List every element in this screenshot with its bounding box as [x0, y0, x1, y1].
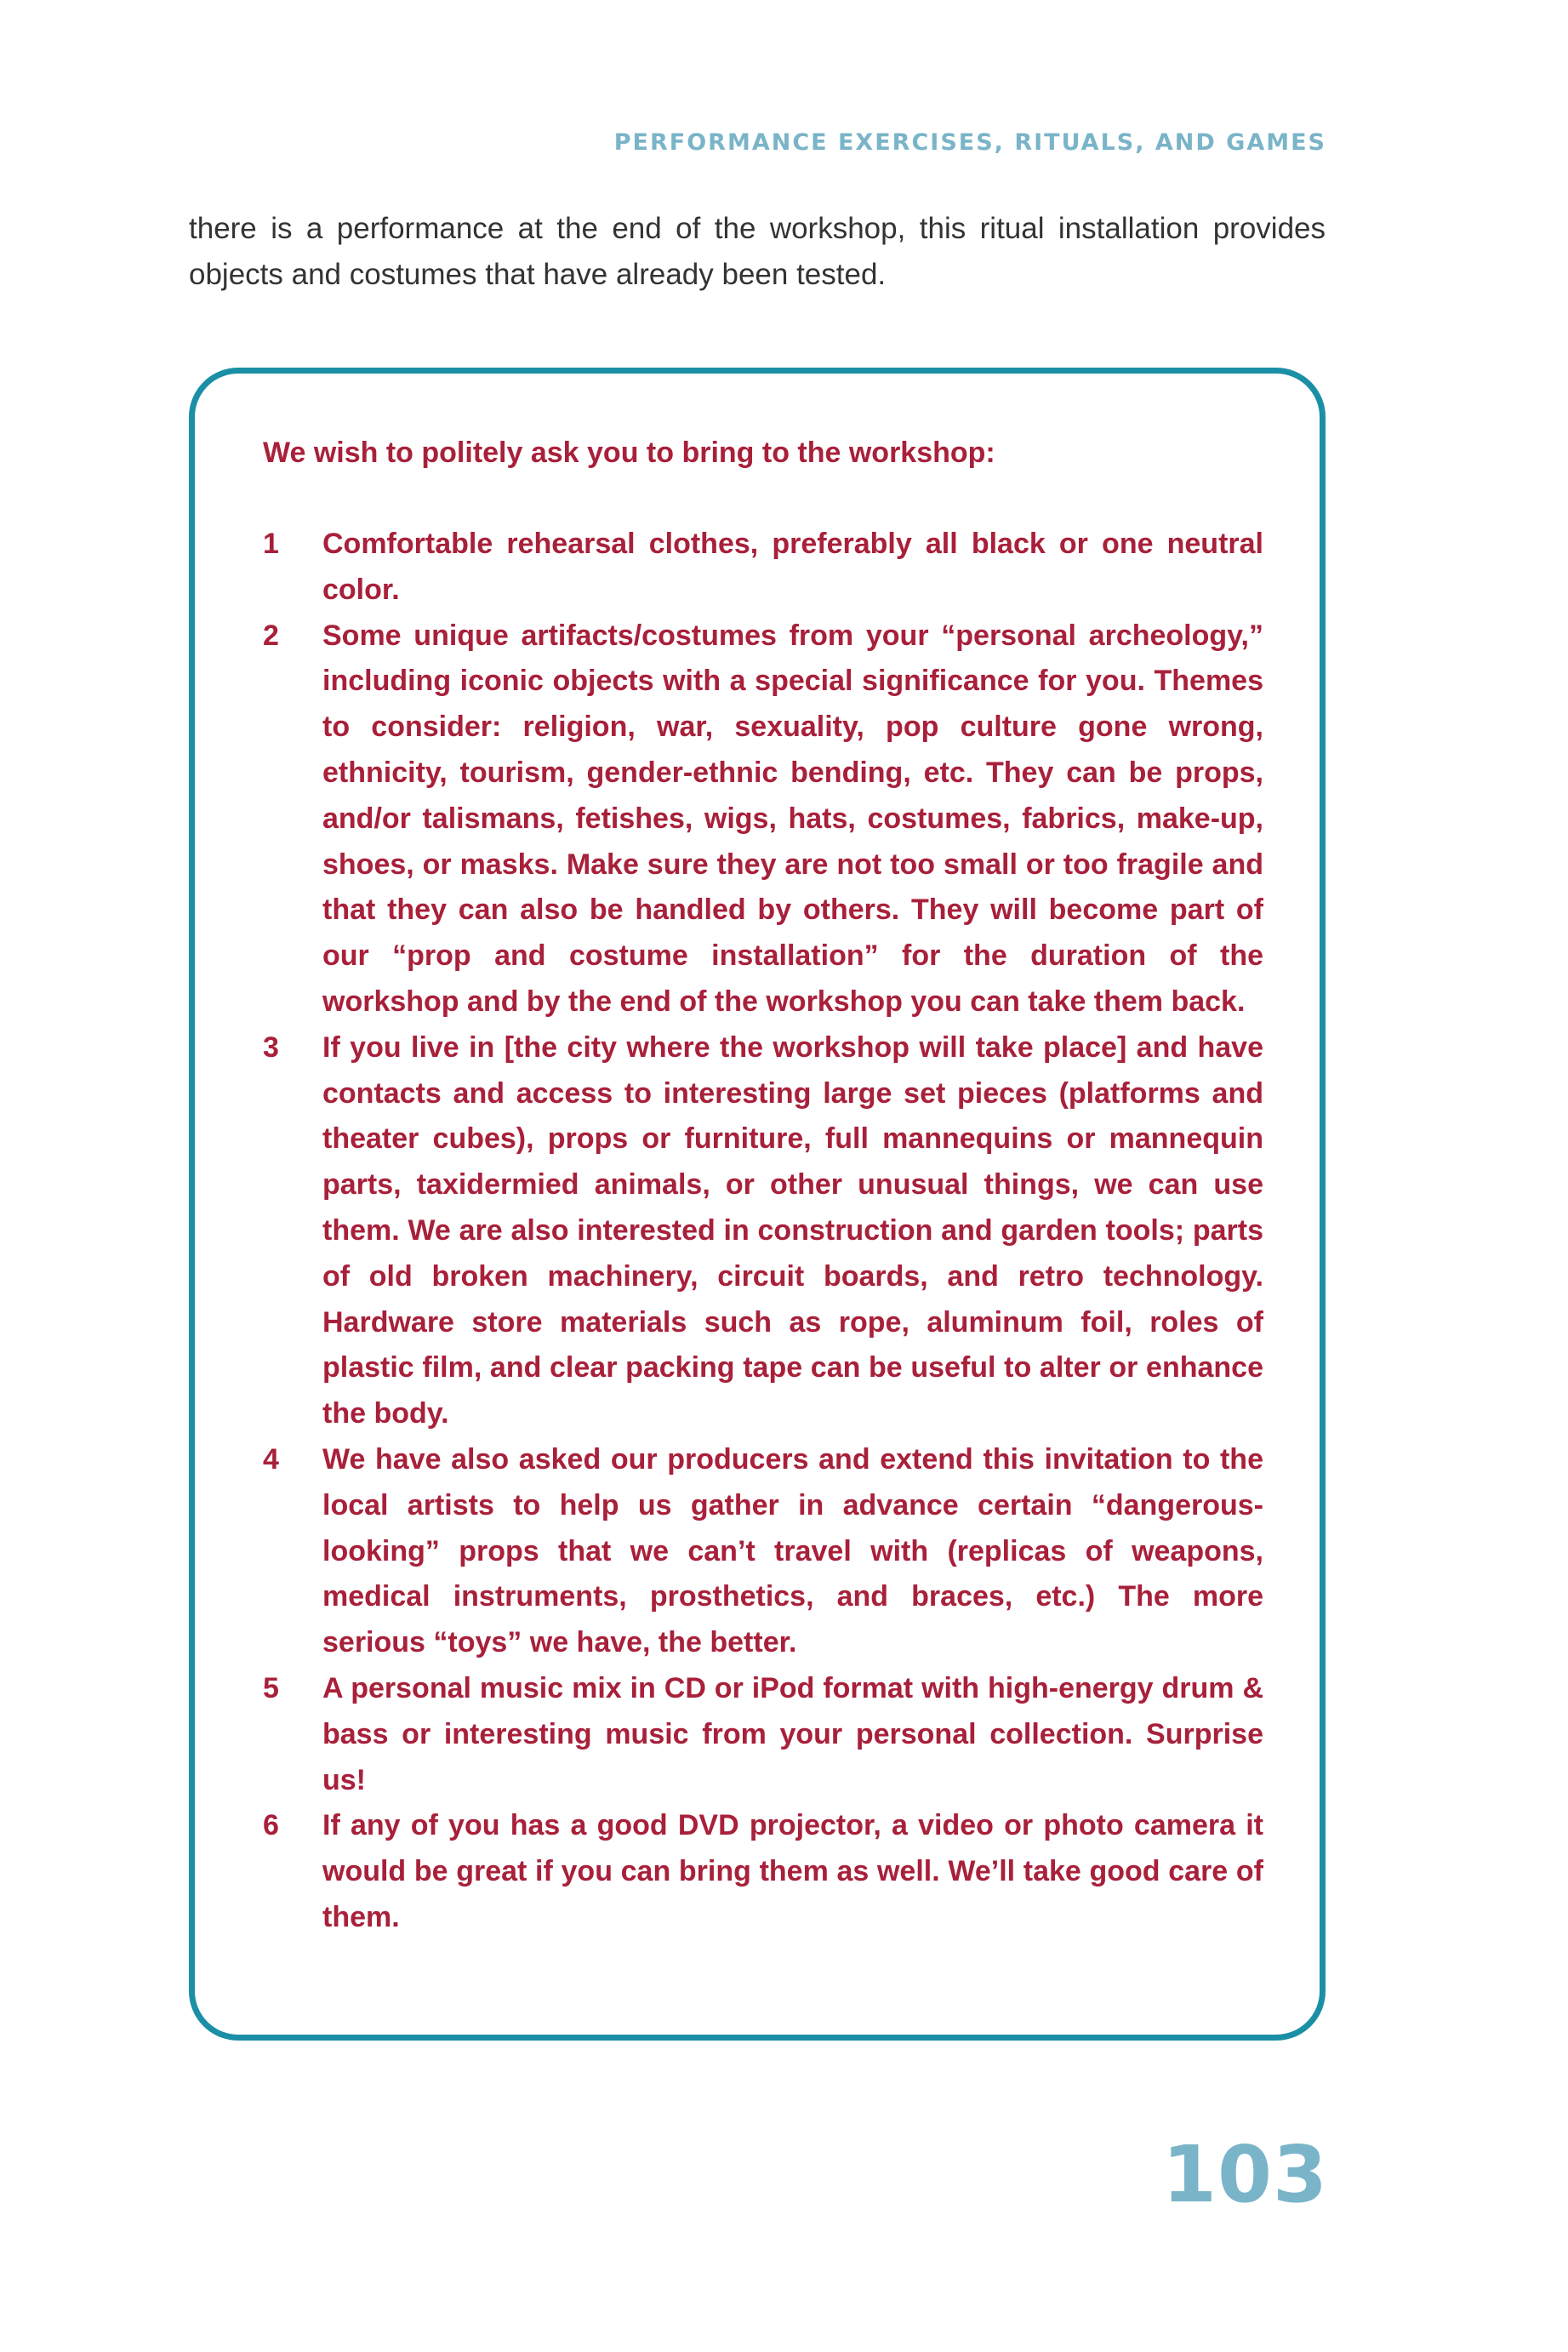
page-number: 103 [1161, 2129, 1328, 2220]
list-item [263, 522, 1263, 614]
request-box [189, 368, 1326, 2041]
item-text: A personal music mix in CD or iPod format with high-energy drum & bass or interesting music from your personal collection. Surprise us! [322, 1671, 1263, 1796]
item-number: 6 [263, 1809, 279, 1842]
item-text: If you live in [the city where the workshop will take place] and have contacts and access to interesting large set pieces (platforms and theater cubes), props or furniture, full mannequins or mannequin parts, taxidermied animals, or other unusual things, we can use them. We are also interested in construction and garden tools; parts of old broken machinery, circuit boards, and retro technology. Hardware store materials such as rope, aluminum foil, roles of plastic film, and clear packing tape can be useful to alter or enhance the body. [322, 1030, 1263, 1430]
list-item [263, 1025, 1263, 1437]
item-text: We have also asked our producers and extend this invitation to the local artists to help us gather in advance certain “dangerous-looking” props that we can’t travel with (replicas of weapons, medical instruments, prosthetics, and braces, etc.) The more serious “toys” we have, the better. [322, 1442, 1263, 1659]
request-list [263, 522, 1263, 1941]
item-number: 2 [263, 619, 279, 652]
list-item [263, 1803, 1263, 1940]
item-number: 4 [263, 1442, 279, 1476]
list-item [263, 614, 1263, 1025]
list-item [263, 1437, 1263, 1666]
item-number: 5 [263, 1671, 279, 1704]
item-number: 1 [263, 528, 279, 560]
item-text: If any of you has a good DVD projector, a video or photo camera it would be great if you can bring them as well. We’ll take good care of them. [322, 1809, 1263, 1933]
intro-paragraph: there is a performance at the end of the workshop, this ritual installation provides objects and costumes that have already been tested. [189, 212, 1326, 291]
list-item [263, 1666, 1263, 1803]
item-text: Some unique artifacts/costumes from your “personal archeology,” including iconic objects with a special significance for you. Themes to consider: religion, war, sexuality, pop culture gone wrong, ethnicity, tourism, gender-ethnic bending, etc. They can be props, and/or talismans, fetishes, wigs, hats, costumes, fabrics, make-up, shoes, or masks. Make sure they are not too small or too fragile and that they can also be handled by others. They will become part of our “prop and costume installation” for the duration of the workshop and by the end of the workshop you can take them back. [322, 619, 1263, 1018]
running-head: PERFORMANCE EXERCISES, RITUALS, AND GAMES [613, 129, 1326, 156]
request-heading: We wish to politely ask you to bring to the workshop: [263, 437, 995, 469]
item-number: 3 [263, 1030, 279, 1064]
item-text: Comfortable rehearsal clothes, preferably all black or one neutral color. [322, 528, 1263, 606]
